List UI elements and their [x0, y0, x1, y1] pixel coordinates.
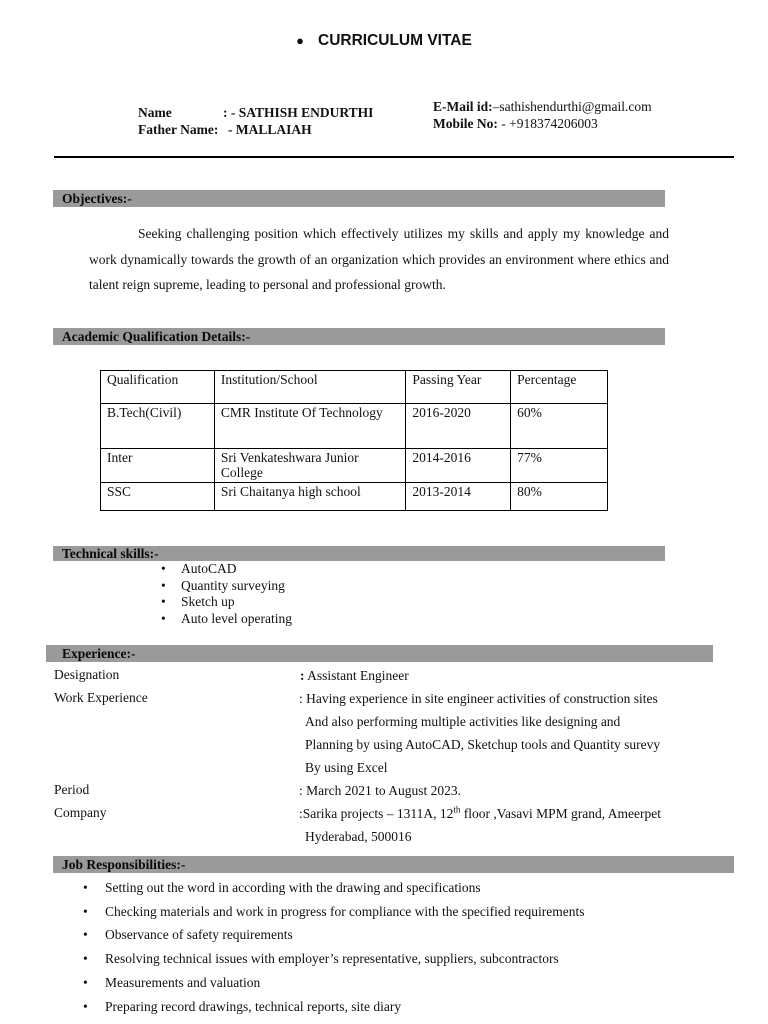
table-cell: 2013-2014: [406, 483, 511, 511]
academic-heading: Academic Qualification Details:-: [53, 328, 665, 345]
page-title: [0, 32, 768, 50]
email-value: –sathishendurthi@gmail.com: [492, 99, 652, 114]
list-item: • Auto level operating: [161, 611, 292, 628]
company-text: :Sarika projects – 1311A, 12: [299, 806, 454, 821]
work-experience-line: And also performing multiple activities like designing and: [305, 714, 621, 729]
work-experience-line: By using Excel: [305, 760, 388, 775]
table-cell: SSC: [101, 483, 215, 511]
designation-value-line: [300, 664, 409, 687]
table-cell: 2016-2020: [406, 404, 511, 449]
header-divider: [54, 156, 734, 158]
table-cell: Inter: [101, 449, 215, 483]
page-title-text: CURRICULUM VITAE: [318, 32, 472, 49]
responsibilities-heading: Job Responsibilities:-: [53, 856, 734, 873]
father-name-value: - MALLAIAH: [228, 122, 312, 137]
objectives-text: [89, 221, 669, 298]
company-value: [299, 802, 661, 848]
table-row: [101, 483, 608, 511]
email-line: [433, 99, 652, 115]
table-cell: 77%: [511, 449, 608, 483]
work-experience-label: Work Experience: [54, 690, 148, 705]
list-item: • Checking materials and work in progress for compliance with the specified requirements: [81, 900, 584, 924]
mobile-line: [433, 116, 598, 132]
company-label: Company: [54, 805, 107, 820]
name-label: Name: [138, 105, 172, 120]
company-text: floor ,Vasavi MPM grand, Ameerpet: [460, 806, 661, 821]
work-experience-value: [299, 687, 660, 779]
table-header-cell: Qualification: [101, 371, 215, 404]
table-cell: B.Tech(Civil): [101, 404, 215, 449]
mobile-label: Mobile No:: [433, 116, 498, 131]
table-cell: 60%: [511, 404, 608, 449]
table-header-cell: Percentage: [511, 371, 608, 404]
period-label: Period: [54, 782, 90, 797]
company-line: [299, 802, 661, 825]
list-item: • Measurements and valuation: [81, 971, 584, 995]
skills-list: [161, 561, 292, 627]
table-row: [101, 449, 608, 483]
table-row: [101, 404, 608, 449]
academic-table: [100, 370, 608, 511]
designation-label: Designation: [54, 667, 120, 682]
company-line: Hyderabad, 500016: [305, 829, 412, 844]
table-cell: 2014-2016: [406, 449, 511, 483]
list-item: • Observance of safety requirements: [81, 923, 584, 947]
objectives-heading: Objectives:-: [53, 190, 665, 207]
table-cell: CMR Institute Of Technology: [214, 404, 406, 449]
name-value: : - SATHISH ENDURTHI: [223, 105, 374, 120]
designation-value: Assistant Engineer: [307, 668, 409, 683]
father-name-label: Father Name:: [138, 122, 219, 137]
period-value: : March 2021 to August 2023.: [299, 783, 461, 798]
company-superscript: th: [453, 804, 461, 815]
responsibilities-list: [81, 876, 584, 1018]
mobile-value: - +918374206003: [501, 116, 598, 131]
table-cell: Sri Venkateshwara Junior College: [214, 449, 406, 483]
table-cell: Sri Chaitanya high school: [214, 483, 406, 511]
table-header-cell: Institution/School: [214, 371, 406, 404]
objectives-paragraph: Seeking challenging position which effectively utilizes my skills and apply my knowledge and work dynamically towards the growth of an organization which provides an environment where ethics and talent reign supreme, leading to personal and professional growth.: [89, 226, 669, 292]
table-header-row: [101, 371, 608, 404]
list-item: • Setting out the word in according with the drawing and specifications: [81, 876, 584, 900]
table-cell: 80%: [511, 483, 608, 511]
table-header-cell: Passing Year: [406, 371, 511, 404]
list-item: • Preparing record drawings, technical reports, site diary: [81, 995, 584, 1019]
experience-heading: Experience:-: [46, 645, 713, 662]
work-experience-line: Planning by using AutoCAD, Sketchup tools and Quantity surevy: [305, 737, 661, 752]
email-label: E-Mail id:: [433, 99, 493, 114]
list-item: • Quantity surveying: [161, 578, 292, 595]
list-item: • AutoCAD: [161, 561, 292, 578]
bullet-icon: ●: [296, 33, 304, 48]
list-item: • Sketch up: [161, 594, 292, 611]
skills-heading: Technical skills:-: [53, 546, 665, 561]
designation-colon: :: [300, 668, 305, 683]
list-item: • Resolving technical issues with employer’s representative, suppliers, subcontractors: [81, 947, 584, 971]
work-experience-line: : Having experience in site engineer activities of construction sites: [299, 691, 658, 706]
